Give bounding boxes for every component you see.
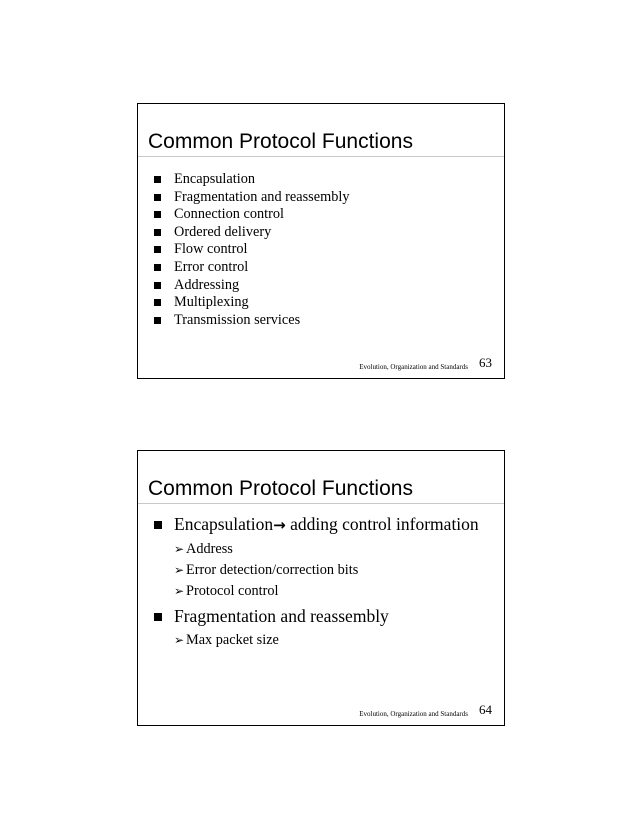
square-bullet-icon <box>154 176 161 183</box>
title-divider <box>138 156 504 157</box>
square-bullet-icon <box>154 264 161 271</box>
list-item: Encapsulation <box>154 171 350 189</box>
arrowhead-bullet-icon: ➢ <box>174 542 185 556</box>
slide-64 <box>137 450 505 726</box>
sub-list-item: ➢ Protocol control <box>174 581 484 602</box>
list-item: Multiplexing <box>154 294 350 312</box>
square-bullet-icon <box>154 211 161 218</box>
slide-63 <box>137 103 505 379</box>
arrowhead-bullet-icon: ➢ <box>174 584 185 598</box>
list-item: Fragmentation and reassembly <box>154 606 484 627</box>
square-bullet-icon <box>154 317 161 324</box>
square-bullet-icon <box>154 194 161 201</box>
list-item: Transmission services <box>154 312 350 330</box>
arrowhead-bullet-icon: ➢ <box>174 563 185 577</box>
square-bullet-icon <box>154 521 162 529</box>
list-item: Error control <box>154 259 350 277</box>
title-divider <box>138 503 504 504</box>
square-bullet-icon <box>154 282 161 289</box>
sub-list-item: ➢ Address <box>174 539 484 560</box>
slide-title: Common Protocol Functions <box>148 477 413 500</box>
sub-list-item: ➢ Max packet size <box>174 630 484 651</box>
list-item: Connection control <box>154 206 350 224</box>
list-item: Fragmentation and reassembly <box>154 189 350 207</box>
list-item: Encapsulation→ adding control information <box>154 514 484 536</box>
bullet-list <box>154 514 484 655</box>
slide-title: Common Protocol Functions <box>148 130 413 153</box>
page-number: 63 <box>479 355 492 370</box>
right-arrow-icon: → <box>273 516 286 534</box>
page-number: 64 <box>479 702 492 717</box>
square-bullet-icon <box>154 299 161 306</box>
slide-footer: Evolution, Organization and Standards <box>359 710 468 718</box>
square-bullet-icon <box>154 246 161 253</box>
list-item: Ordered delivery <box>154 224 350 242</box>
slide-footer: Evolution, Organization and Standards <box>359 363 468 371</box>
square-bullet-icon <box>154 229 161 236</box>
square-bullet-icon <box>154 613 162 621</box>
sub-list <box>174 630 484 651</box>
sub-list-item: ➢ Error detection/correction bits <box>174 560 484 581</box>
arrowhead-bullet-icon: ➢ <box>174 633 185 647</box>
sub-list <box>174 539 484 602</box>
list-item: Flow control <box>154 241 350 259</box>
bullet-list <box>154 171 350 329</box>
list-item: Addressing <box>154 277 350 295</box>
